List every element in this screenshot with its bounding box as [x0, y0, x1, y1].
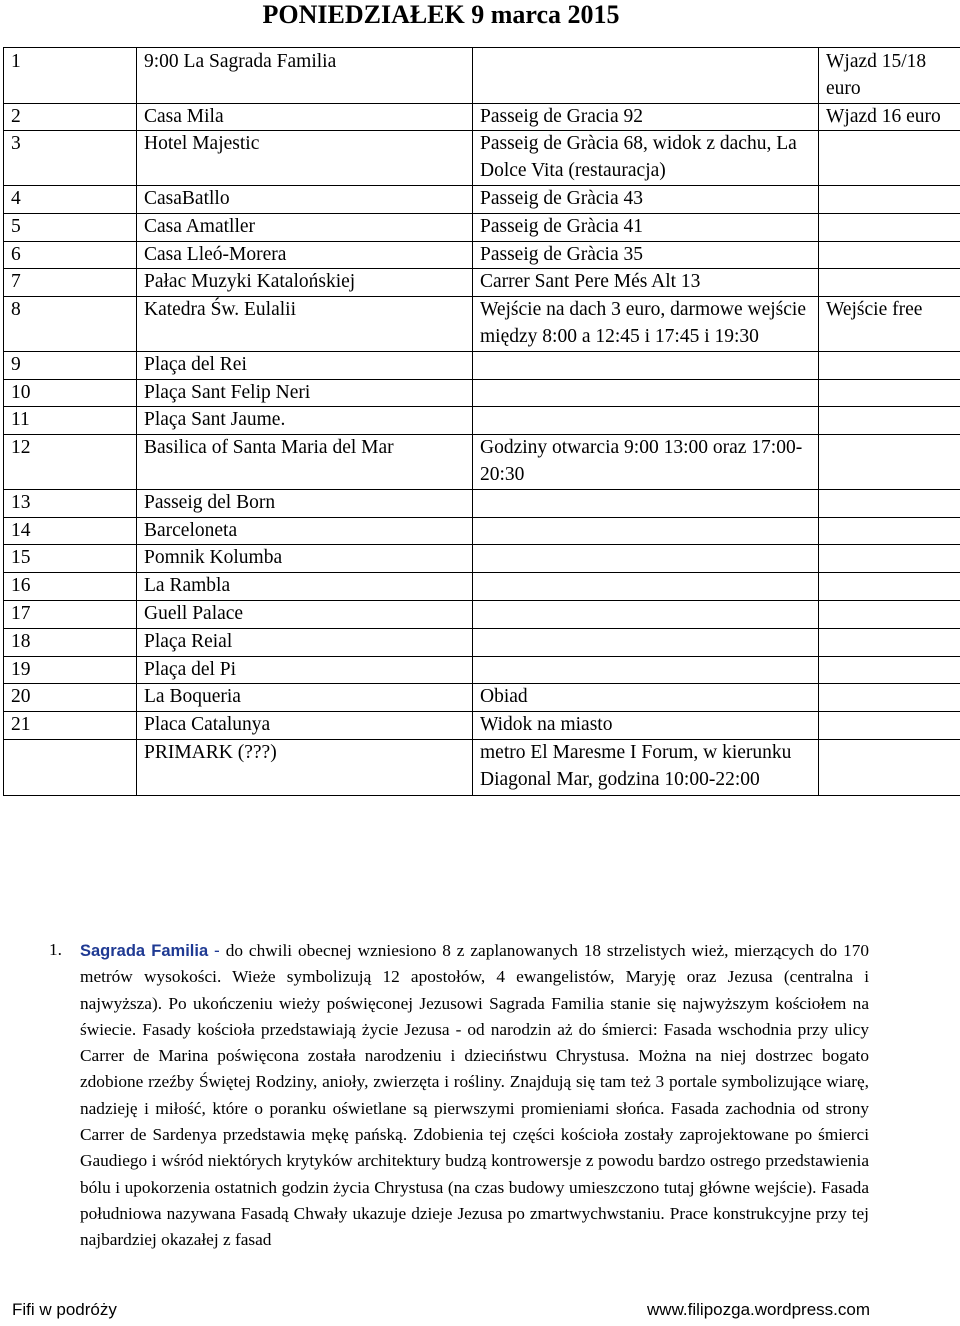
row-number: 5 — [4, 213, 137, 241]
row-number: 16 — [4, 573, 137, 601]
row-number: 6 — [4, 241, 137, 269]
notes-paragraph — [49, 937, 869, 1254]
table-row — [4, 628, 960, 656]
row-info — [473, 573, 819, 601]
table-row — [4, 545, 960, 573]
row-extra — [819, 573, 960, 601]
row-info — [473, 656, 819, 684]
row-number: 15 — [4, 545, 137, 573]
row-number: 2 — [4, 103, 137, 131]
row-info — [473, 489, 819, 517]
row-number: 7 — [4, 269, 137, 297]
table-row — [4, 213, 960, 241]
row-extra — [819, 712, 960, 740]
row-number: 3 — [4, 131, 137, 186]
row-info — [473, 48, 819, 104]
note-dash: - — [214, 940, 220, 960]
table-row — [4, 739, 960, 795]
row-number: 11 — [4, 407, 137, 435]
row-extra: Wjazd 15/18 euro — [819, 48, 960, 104]
note-highlight: Sagrada Familia — [80, 942, 209, 960]
row-extra: Wejście free — [819, 297, 960, 352]
row-number: 18 — [4, 628, 137, 656]
row-number: 9 — [4, 351, 137, 379]
row-number — [4, 739, 137, 795]
row-extra — [819, 351, 960, 379]
row-info: Passeig de Gràcia 68, widok z dachu, La Dolce Vita (restauracja) — [473, 131, 819, 186]
row-extra — [819, 269, 960, 297]
row-number: 8 — [4, 297, 137, 352]
table-row — [4, 103, 960, 131]
row-info: Passeig de Gràcia 41 — [473, 213, 819, 241]
row-place: Plaça del Pi — [137, 656, 473, 684]
row-place: Casa Lleó-Morera — [137, 241, 473, 269]
row-place: Hotel Majestic — [137, 131, 473, 186]
row-extra — [819, 131, 960, 186]
table-row — [4, 351, 960, 379]
row-number: 13 — [4, 489, 137, 517]
table-row — [4, 407, 960, 435]
row-info — [473, 379, 819, 407]
row-info: Wejście na dach 3 euro, darmowe wejście między 8:00 a 12:45 i 17:45 i 19:30 — [473, 297, 819, 352]
row-extra — [819, 656, 960, 684]
row-place: Plaça del Rei — [137, 351, 473, 379]
row-extra — [819, 545, 960, 573]
table-row — [4, 600, 960, 628]
row-info: Passeig de Gràcia 35 — [473, 241, 819, 269]
page-title: PONIEDZIAŁEK 9 marca 2015 — [262, 0, 620, 29]
row-place: Casa Amatller — [137, 213, 473, 241]
row-place: Plaça Reial — [137, 628, 473, 656]
row-place: Barceloneta — [137, 517, 473, 545]
row-place: Casa Mila — [137, 103, 473, 131]
row-place: Katedra Św. Eulalii — [137, 297, 473, 352]
row-info: Passeig de Gracia 92 — [473, 103, 819, 131]
row-number: 20 — [4, 684, 137, 712]
row-number: 17 — [4, 600, 137, 628]
table-row — [4, 489, 960, 517]
row-extra — [819, 600, 960, 628]
row-info: Widok na miasto — [473, 712, 819, 740]
table-row — [4, 435, 960, 490]
row-info: Godziny otwarcia 9:00 13:00 oraz 17:00-20:30 — [473, 435, 819, 490]
row-place: Plaça Sant Felip Neri — [137, 379, 473, 407]
note-number: 1. — [49, 940, 62, 959]
row-place: CasaBatllo — [137, 185, 473, 213]
row-number: 10 — [4, 379, 137, 407]
table-row — [4, 131, 960, 186]
row-number: 19 — [4, 656, 137, 684]
row-place: Plaça Sant Jaume. — [137, 407, 473, 435]
table-row — [4, 573, 960, 601]
row-extra — [819, 435, 960, 490]
row-info: Obiad — [473, 684, 819, 712]
row-place: Passeig del Born — [137, 489, 473, 517]
footer-url[interactable]: www.filipozga.wordpress.com — [647, 1300, 870, 1319]
row-place: La Rambla — [137, 573, 473, 601]
row-place: La Boqueria — [137, 684, 473, 712]
row-extra — [819, 241, 960, 269]
row-place: Basilica of Santa Maria del Mar — [137, 435, 473, 490]
row-extra — [819, 684, 960, 712]
row-extra — [819, 517, 960, 545]
row-extra — [819, 739, 960, 795]
row-number: 4 — [4, 185, 137, 213]
row-info — [473, 407, 819, 435]
row-extra — [819, 407, 960, 435]
row-place: PRIMARK (???) — [137, 739, 473, 795]
row-info — [473, 600, 819, 628]
row-place: 9:00 La Sagrada Familia — [137, 48, 473, 104]
table-row — [4, 379, 960, 407]
row-extra — [819, 489, 960, 517]
row-number: 1 — [4, 48, 137, 104]
table-row — [4, 684, 960, 712]
table-row — [4, 656, 960, 684]
row-info — [473, 351, 819, 379]
row-info — [473, 545, 819, 573]
row-info: Carrer Sant Pere Més Alt 13 — [473, 269, 819, 297]
table-row — [4, 269, 960, 297]
row-place: Pomnik Kolumba — [137, 545, 473, 573]
row-extra: Wjazd 16 euro — [819, 103, 960, 131]
row-extra — [819, 628, 960, 656]
row-number: 21 — [4, 712, 137, 740]
table-row — [4, 297, 960, 352]
table-row — [4, 185, 960, 213]
row-info: metro El Maresme I Forum, w kierunku Diagonal Mar, godzina 10:00-22:00 — [473, 739, 819, 795]
table-row — [4, 517, 960, 545]
row-place: Placa Catalunya — [137, 712, 473, 740]
row-info — [473, 628, 819, 656]
row-info: Passeig de Gràcia 43 — [473, 185, 819, 213]
table-row — [4, 712, 960, 740]
row-extra — [819, 185, 960, 213]
row-info — [473, 517, 819, 545]
table-row — [4, 241, 960, 269]
footer-left: Fifi w podróży — [12, 1300, 117, 1319]
row-extra — [819, 379, 960, 407]
schedule-table — [3, 47, 960, 796]
row-number: 12 — [4, 435, 137, 490]
row-number: 14 — [4, 517, 137, 545]
row-place: Guell Palace — [137, 600, 473, 628]
row-place: Pałac Muzyki Katalońskiej — [137, 269, 473, 297]
table-row — [4, 48, 960, 104]
row-extra — [819, 213, 960, 241]
note-text: do chwili obecnej wzniesiono 8 z zaplanowanych 18 strzelistych wież, mierzących do 170 metrów wysokości. Wieże symbolizują 12 apostołów, 4 ewangelistów, Maryję oraz Jezusa (centralna i najwyższa). Po ukończeniu wieży poświęconej Jezusowi Sagrada Familia stanie się najwyższym kościołem na świecie. Fasady kościoła przedstawiają życie Jezusa - od narodzin aż do śmierci: Fasada wschodnia przy ulicy Carrer de Marina poświęcona została narodzeniu i dzieciństwu Chrystusa. Można na niej dostrzec bogato zdobione rzeźby Świętej Rodziny, anioły, zwierzęta i rośliny. Znajdują się tam też 3 portale symbolizujące wiarę, nadzieję i miłość, które o poranku oświetlane są pierwszymi promieniami słońca. Fasada zachodnia od strony Carrer de Sardenya przedstawia mękę pańską. Zdobienia tej części kościoła zostały zaprojektowane po śmierci Gaudiego i wśród niektórych krytyków architektury budzą kontrowersje z powodu bardzo ostrego przedstawienia bólu i upokorzenia ostatnich godzin życia Chrystusa (na czas budowy umieszczono tutaj główne wejście). Fasada południowa nazywana Fasadą Chwały ukazuje dzieje Jezusa po zmartwychwstaniu. Prace konstrukcyjne przy tej najbardziej okazałej z fasad — [80, 941, 869, 1250]
